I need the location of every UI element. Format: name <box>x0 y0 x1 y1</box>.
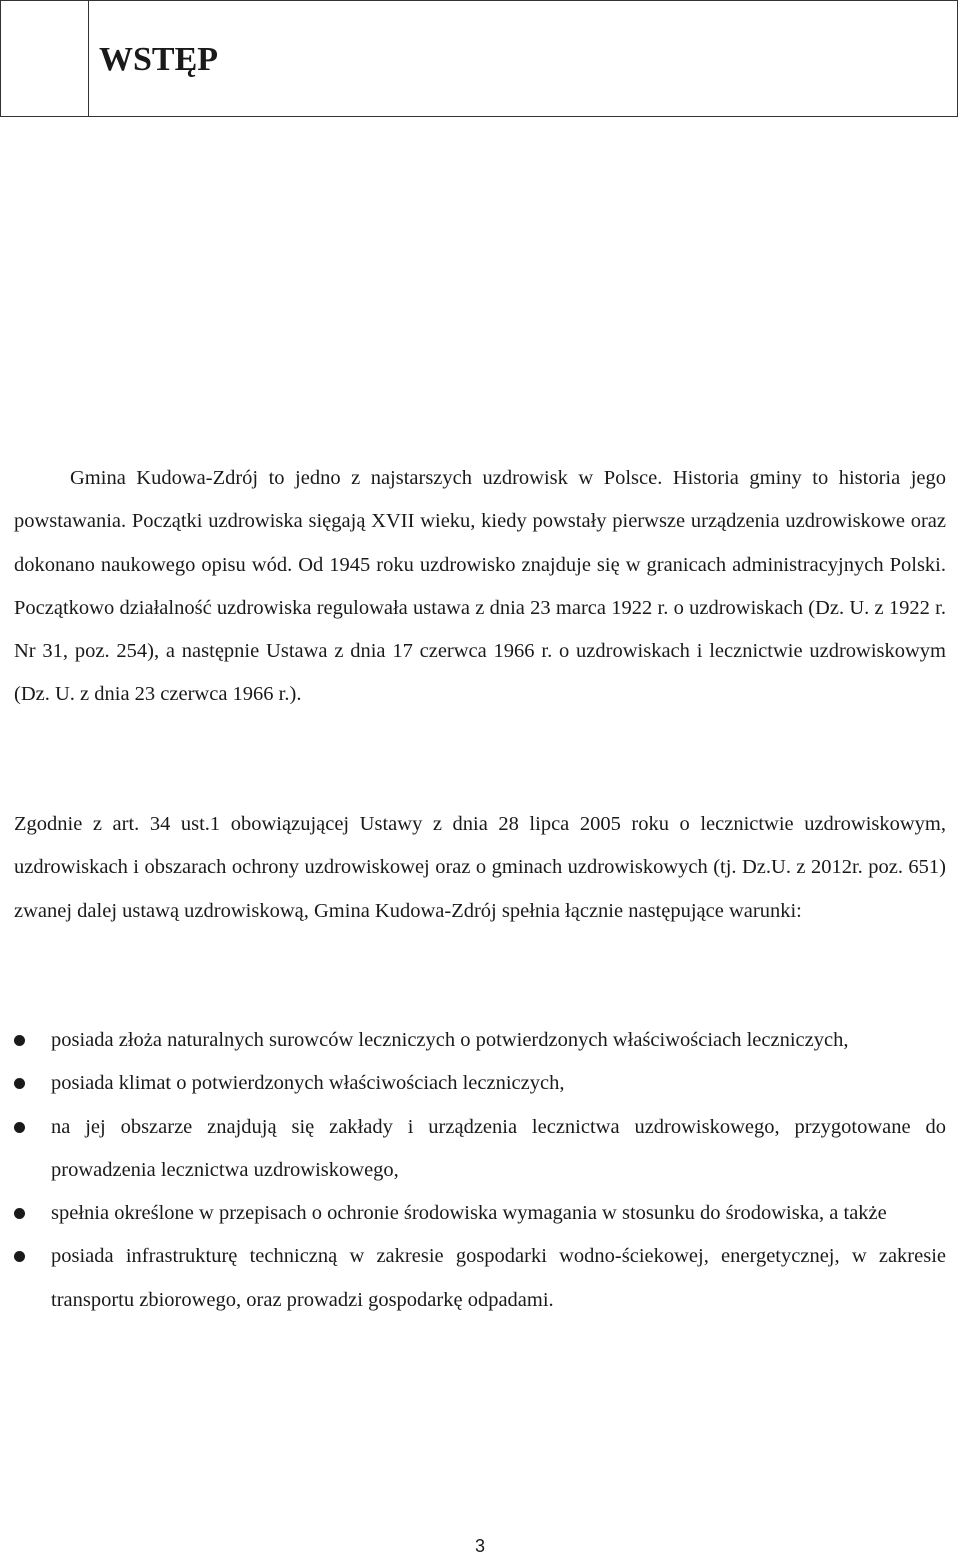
list-item-text: na jej obszarze znajdują się zakłady i urządzenia lecznictwa uzdrowiskowego, przygotowane do prowadzenia lecznictwa uzdrowiskowego, <box>51 1115 946 1181</box>
bullet-icon <box>14 1078 25 1089</box>
list-item <box>14 1062 946 1105</box>
bullet-icon <box>14 1208 25 1219</box>
list-item-text: posiada infrastrukturę techniczną w zakresie gospodarki wodno-ściekowej, energetycznej, w zakresie transportu zbiorowego, oraz prowadzi gospodarkę odpadami. <box>51 1245 946 1311</box>
list-item-text: posiada klimat o potwierdzonych właściwościach leczniczych, <box>51 1072 565 1095</box>
list-item-text: posiada złoża naturalnych surowców leczniczych o potwierdzonych właściwościach leczniczych, <box>51 1029 849 1051</box>
list-item <box>14 1235 946 1322</box>
list-item-text: spełnia określone w przepisach o ochronie środowiska wymagania w stosunku do środowiska, a także <box>51 1202 887 1225</box>
list-item <box>14 1019 946 1062</box>
list-item <box>14 1106 946 1193</box>
bullet-icon <box>14 1122 25 1133</box>
header-left-cell <box>1 1 89 116</box>
page-number: 3 <box>474 1536 485 1556</box>
bullet-icon <box>14 1035 25 1046</box>
section-header-box <box>0 0 958 117</box>
intro-paragraph: Gmina Kudowa-Zdrój to jedno z najstarszych uzdrowisk w Polsce. Historia gminy to historia jego powstawania. Początki uzdrowiska sięgają XVII wieku, kiedy powstały pierwsze urządzenia uzdrowiskowe oraz dokonano naukowego opisu wód. Od 1945 roku uzdrowisko znajduje się w granicach administracyjnych Polski. Początkowo działalność uzdrowiska regulowała ustawa z dnia 23 marca 1922 r. o uzdrowiskach (Dz. U. z 1922 r. Nr 31, poz. 254), a następnie Ustawa z dnia 17 czerwca 1966 r. o uzdrowiskach i lecznictwie uzdrowiskowym (Dz. U. z dnia 23 czerwca 1966 r.). <box>14 467 946 706</box>
list-item <box>14 1192 946 1235</box>
legal-basis-paragraph: Zgodnie z art. 34 ust.1 obowiązującej Ustawy z dnia 28 lipca 2005 roku o lecznictwie uzdrowiskowym, uzdrowiskach i obszarach ochrony uzdrowiskowej oraz o gminach uzdrowiskowych (tj. Dz.U. z 2012r. poz. 651) zwanej dalej ustawą uzdrowiskową, Gmina Kudowa-Zdrój spełnia łącznie następujące warunki: <box>14 813 946 922</box>
section-title: WSTĘP <box>99 41 219 78</box>
bullet-icon <box>14 1251 25 1262</box>
conditions-list <box>14 1019 946 1322</box>
